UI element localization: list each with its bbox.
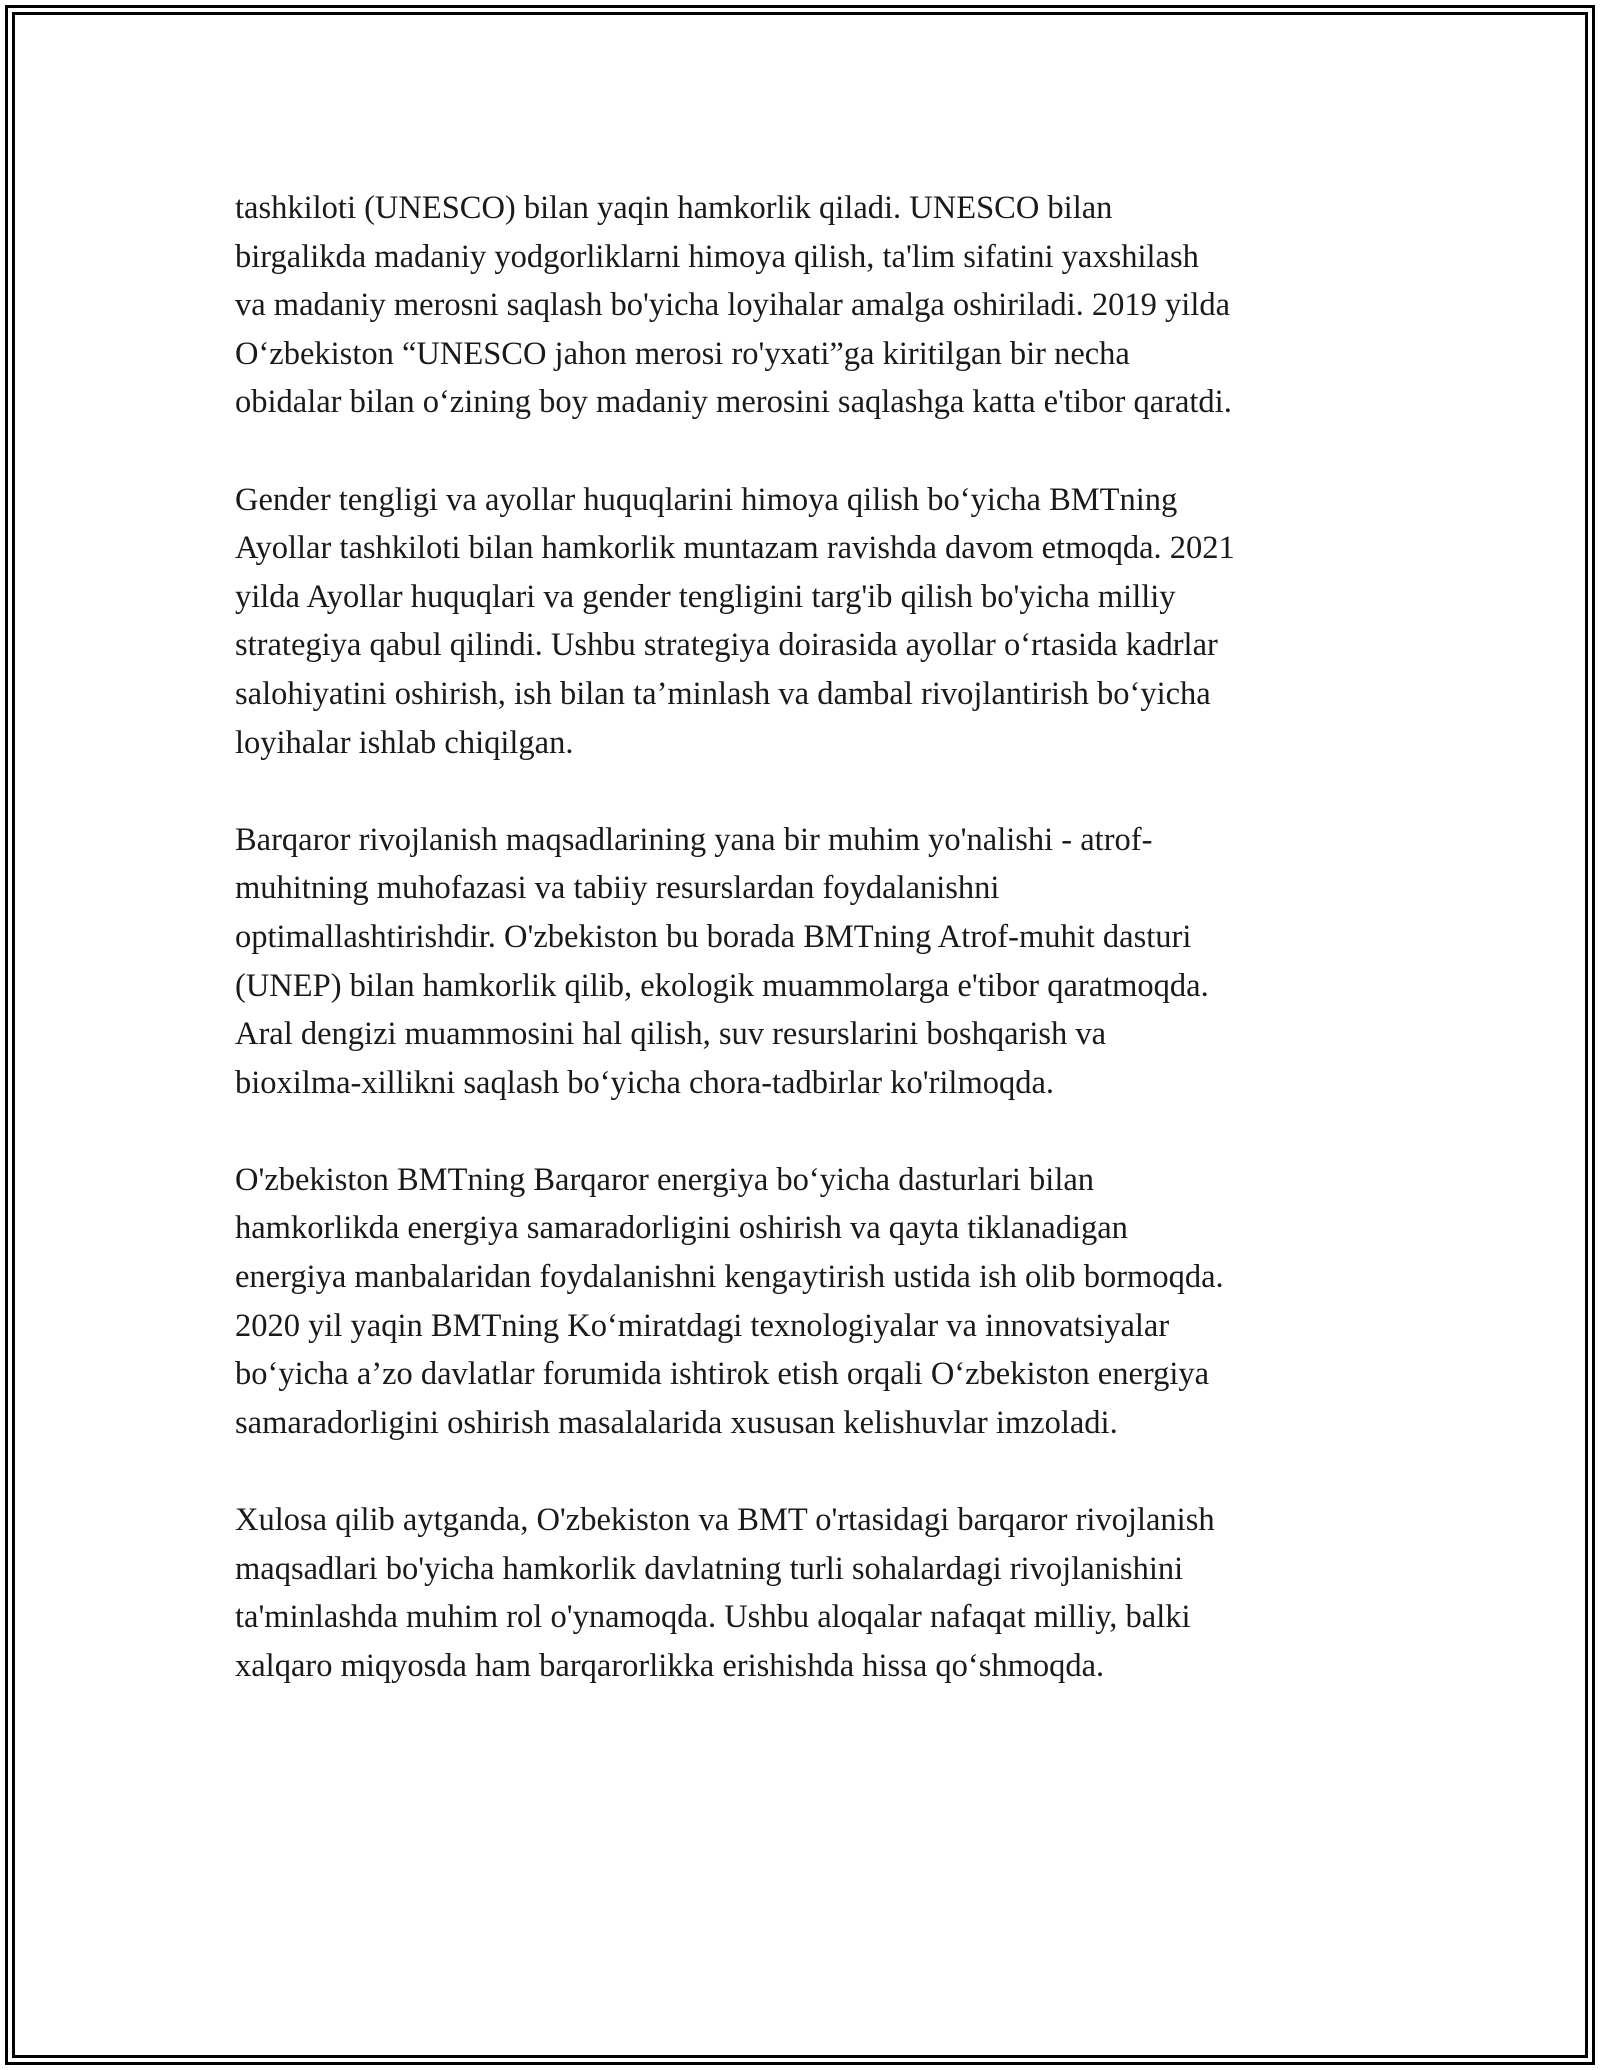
text-line: ta'minlashda muhim rol o'ynamoqda. Ushbu aloqalar nafaqat milliy, balki <box>235 1599 1191 1636</box>
paragraph-gap <box>235 1107 1385 1156</box>
paragraph-4 <box>235 1156 1385 1448</box>
paragraph-gap <box>235 427 1385 476</box>
text-line: bo‘yicha a’zo davlatlar forumida ishtirok etish orqali O‘zbekiston energiya <box>235 1356 1210 1393</box>
text-line: 2020 yil yaqin BMTning Ko‘miratdagi texnologiyalar va innovatsiyalar <box>235 1307 1170 1344</box>
text-line: xalqaro miqyosda ham barqarorlikka erishishda hissa qo‘shmoqda. <box>235 1647 1105 1684</box>
paragraph-2 <box>235 476 1385 768</box>
text-line: loyihalar ishlab chiqilgan. <box>235 724 574 761</box>
text-line: obidalar bilan o‘zining boy madaniy merosini saqlashga katta e'tibor qaratdi. <box>235 384 1232 421</box>
text-line: Aral dengizi muammosini hal qilish, suv resurslarini boshqarish va <box>235 1016 1107 1053</box>
text-line: tashkiloti (UNESCO) bilan yaqin hamkorlik qiladi. UNESCO bilan <box>235 190 1113 226</box>
document-body <box>235 184 1385 1690</box>
text-line: birgalikda madaniy yodgorliklarni himoya qilish, ta'lim sifatini yaxshilash <box>235 238 1199 275</box>
text-line: maqsadlari bo'yicha hamkorlik davlatning turli sohalardagi rivojlanishini <box>235 1550 1184 1587</box>
text-line: muhitning muhofazasi va tabiiy resurslardan foydalanishni <box>235 870 1000 907</box>
text-line: Barqaror rivojlanish maqsadlarining yana bir muhim yo'nalishi - atrof- <box>235 821 1153 858</box>
text-line: bioxilma-xillikni saqlash bo‘yicha chora-tadbirlar ko'rilmoqda. <box>235 1064 1055 1101</box>
text-line: Xulosa qilib aytganda, O'zbekiston va BMT o'rtasidagi barqaror rivojlanish <box>235 1502 1215 1539</box>
paragraph-5 <box>235 1496 1385 1690</box>
text-line: optimallashtirishdir. O'zbekiston bu borada BMTning Atrof-muhit dasturi <box>235 918 1192 955</box>
text-line: Ayollar tashkiloti bilan hamkorlik muntazam ravishda davom etmoqda. 2021 <box>235 530 1235 567</box>
text-line: strategiya qabul qilindi. Ushbu strategiya doirasida ayollar o‘rtasida kadrlar <box>235 627 1218 664</box>
paragraph-1 <box>235 184 1385 427</box>
text-line: salohiyatini oshirish, ish bilan ta’minlash va dambal rivojlantirish bo‘yicha <box>235 675 1211 712</box>
text-line: energiya manbalaridan foydalanishni kengaytirish ustida ish olib bormoqda. <box>235 1259 1224 1296</box>
text-line: Gender tengligi va ayollar huquqlarini himoya qilish bo‘yicha BMTning <box>235 481 1178 518</box>
paragraph-gap <box>235 1447 1385 1496</box>
text-line: O'zbekiston BMTning Barqaror energiya bo‘yicha dasturlari bilan <box>235 1161 1095 1198</box>
text-line: O‘zbekiston “UNESCO jahon merosi ro'yxati”ga kiritilgan bir necha <box>235 335 1130 372</box>
text-line: yilda Ayollar huquqlari va gender tengligini targ'ib qilish bo'yicha milliy <box>235 578 1176 615</box>
text-line: hamkorlikda energiya samaradorligini oshirish va qayta tiklanadigan <box>235 1210 1128 1247</box>
text-line: samaradorligini oshirish masalalarida xususan kelishuvlar imzoladi. <box>235 1404 1118 1441</box>
paragraph-3 <box>235 816 1385 1108</box>
text-line: va madaniy merosni saqlash bo'yicha loyihalar amalga oshiriladi. 2019 yilda <box>235 287 1231 324</box>
text-line: (UNEP) bilan hamkorlik qilib, ekologik muammolarga e'tibor qaratmoqda. <box>235 967 1209 1004</box>
paragraph-gap <box>235 767 1385 816</box>
